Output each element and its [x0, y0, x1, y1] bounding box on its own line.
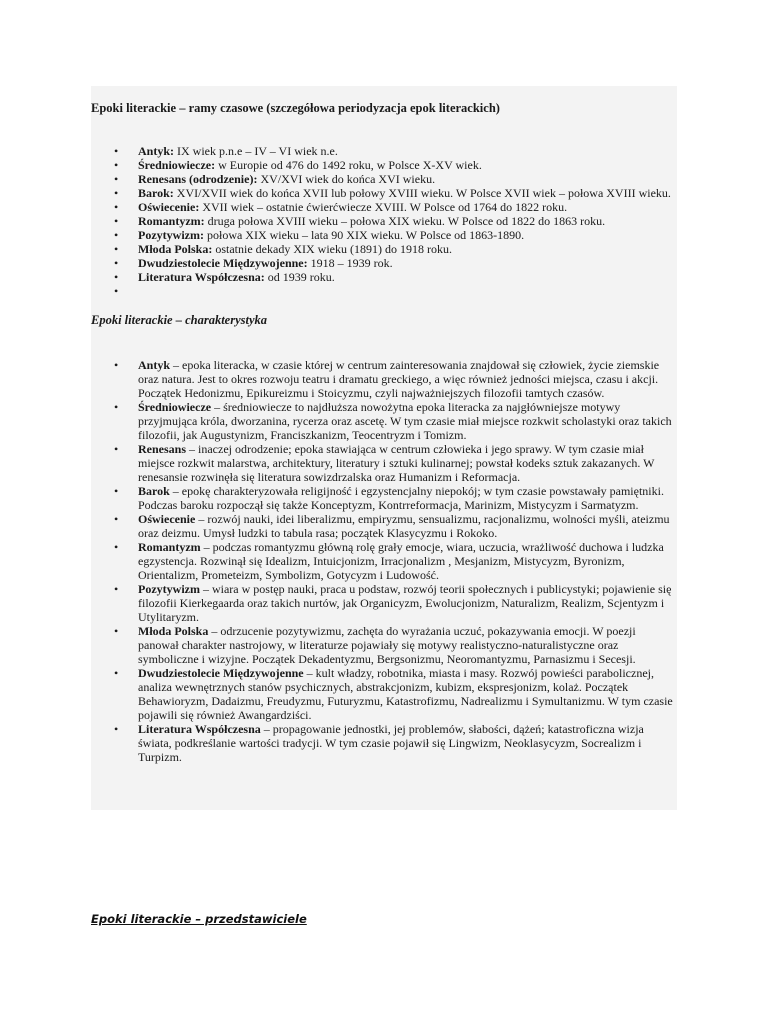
list-item: • Dwudziestolecie Międzywojenne – kult władzy, robotnika, miasta i masy. Rozwój powieści parabolicznej, analiza wewnętrznych stanów psychicznych, abstrakcjonizm, kubizm, ekspresjonizm, kolaż. Początek Behawioryzm, Dadaizmu, Freudyzmu, Futuryzmu, Katastrofizmu, Nadrealizmu i Symultanizmu. W tym czasie pojawili się również Awangardziści.: [138, 666, 679, 722]
list-item: • Antyk – epoka literacka, w czasie której w centrum zainteresowania znajdował się człowiek, życie ziemskie oraz natura. Jest to okres rozwoju teatru i dramatu greckiego, a więc również jedności miejsca, czasu i akcji. Początek Hedonizmu, Epikureizmu i Stoicyzmu, czyli najważniejszych filozofii tamtych czasów.: [138, 358, 679, 400]
list-item: • Młoda Polska: ostatnie dekady XIX wieku (1891) do 1918 roku.: [138, 242, 679, 256]
list-item: • Romantyzm: druga połowa XVIII wieku – połowa XIX wieku. W Polsce od 1822 do 1863 roku.: [138, 214, 679, 228]
list-item: • Średniowiecze: w Europie od 476 do 1492 roku, w Polsce X-XV wiek.: [138, 158, 679, 172]
list-item: • Młoda Polska – odrzucenie pozytywizmu, zachęta do wyrażania uczuć, pokazywania emocji. W poezji panował charakter nastrojowy, w literaturze pojawiały się motywy realistyczno-naturalistyczne oraz symboliczne i wizyjne. Początek Dekadentyzmu, Bergsonizmu, Neoromantyzmu, Parnasizmu i Secesji.: [138, 624, 679, 666]
list-item: • Oświecenie: XVII wiek – ostatnie ćwierćwiecze XVIII. W Polsce od 1764 do 1822 roku.: [138, 200, 679, 214]
list-item: • Pozytywizm – wiara w postęp nauki, praca u podstaw, rozwój teorii społecznych i publicystyki; pojawienie się filozofii Kierkegaarda oraz takich nurtów, jak Organicyzm, Ewolucjonizm, Naturalizm, Realizm, Scjentyzm i Utylitaryzm.: [138, 582, 679, 624]
characteristics-list: [91, 358, 679, 764]
document-body: [91, 100, 679, 764]
list-item: • Renesans – inaczej odrodzenie; epoka stawiająca w centrum człowieka i jego sprawy. W tym czasie miał miejsce rozkwit malarstwa, architektury, literatury i sztuki kulinarnej; powstał kodeks sztuk zakazanych. W renesansie rozwinęła się literatura sowizdrzalska oraz Humanizm i Reformacja.: [138, 442, 679, 484]
timeframes-list: [91, 144, 679, 298]
list-item: • Literatura Współczesna – propagowanie jednostki, jej problemów, słabości, dążeń; katastroficzna wizja świata, podkreślanie wartości tradycji. W tym czasie pojawił się Lingwizm, Neoklasycyzm, Socrealizm i Turpizm.: [138, 722, 679, 764]
list-item: • Oświecenie – rozwój nauki, idei liberalizmu, empiryzmu, sensualizmu, racjonalizmu, wolności myśli, ateizmu oraz deizmu. Umysł ludzki to tabula rasa; początek Klasycyzmu i Rokoko.: [138, 512, 679, 540]
list-item: • Antyk: IX wiek p.n.e – IV – VI wiek n.e.: [138, 144, 679, 158]
list-item: • Barok – epokę charakteryzowała religijność i egzystencjalny niepokój; w tym czasie powstawały pamiętniki. Podczas baroku rozpoczął się także Konceptyzm, Kontrreformacja, Marinizm, Mistycyzm i Sarmatyzm.: [138, 484, 679, 512]
empty-list-item: [138, 284, 679, 298]
list-item: • Renesans (odrodzenie): XV/XVI wiek do końca XVI wieku.: [138, 172, 679, 186]
list-item: • Barok: XVI/XVII wiek do końca XVII lub połowy XVIII wieku. W Polsce XVII wiek – połowa XVIII wieku.: [138, 186, 679, 200]
list-item: • Romantyzm – podczas romantyzmu główną rolę grały emocje, wiara, uczucia, wrażliwość duchowa i ludzka egzystencja. Rozwinął się Idealizm, Intuicjonizm, Irracjonalizm , Mesjanizm, Mistycyzm, Byronizm, Orientalizm, Prometeizm, Symbolizm, Gotycyzm i Ludowość.: [138, 540, 679, 582]
list-item: • Pozytywizm: połowa XIX wieku – lata 90 XIX wieku. W Polsce od 1863-1890.: [138, 228, 679, 242]
section-title-timeframes: Epoki literackie – ramy czasowe (szczegółowa periodyzacja epok literackich): [91, 101, 500, 115]
list-item: • Literatura Współczesna: od 1939 roku.: [138, 270, 679, 284]
section-title-characteristics: Epoki literackie – charakterystyka: [91, 313, 268, 327]
list-item: • Średniowiecze – średniowiecze to najdłuższa nowożytna epoka literacka za najgłówniejsze motywy przyjmująca króla, dworzanina, rycerza oraz ascetę. W tym czasie miał miejsce rozkwit scholastyki oraz takich filozofii, jak Augustynizm, Franciszkanizm, Teocentryzm i Tomizm.: [138, 400, 679, 442]
list-item: • Dwudziestolecie Międzywojenne: 1918 – 1939 rok.: [138, 256, 679, 270]
section-title-representatives: Epoki literackie – przedstawiciele: [91, 912, 307, 926]
